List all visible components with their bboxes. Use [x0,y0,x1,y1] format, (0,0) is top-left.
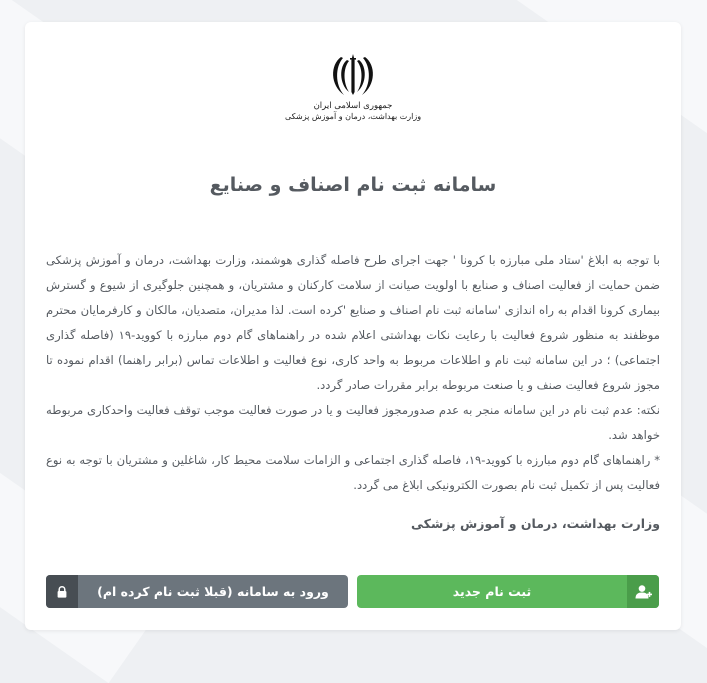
lock-icon [46,575,78,608]
login-button-label: ورود به سامانه (قبلا ثبت نام کرده ام) [97,584,329,599]
page-title: سامانه ثبت نام اصناف و صنایع [209,174,497,196]
user-plus-icon [627,575,659,608]
register-button-label: ثبت نام جدید [452,584,532,599]
iran-emblem-icon [328,52,378,98]
register-button[interactable] [357,575,659,608]
logo-text-country: جمهوری اسلامی ایران [313,101,393,111]
login-button[interactable] [46,575,348,608]
note-paragraph: نکته: عدم ثبت نام در این سامانه منجر به عدم صدورمجوز فعالیت و یا در صورت فعالیت موجب توقف فعالیت واحدکاری مربوطه خواهد شد. [46,403,660,442]
registration-card [25,22,681,630]
intro-paragraph: با توجه به ابلاغ 'ستاد ملی مبارزه با کرونا ' جهت اجرای طرح فاصله گذاری هوشمند، وزارت بهداشت، درمان و آموزش پزشکی ضمن حمایت از فعالیت اصناف و صنایع با اولویت صیانت از سلامت کارکنان و مشتریان، و همچنین جلوگیری از شیوع و گسترش بیماری کرونا اقدام به راه اندازی 'سامانه ثبت نام اصناف و صنایع 'کرده است. لذا مدیران، متصدیان، مالکان و کارفرمایان محترم موظفند به منظور شروع فعالیت با رعایت نکات بهداشتی اعلام شده در راهنماهای گام دوم مبارزه با کووید-۱۹ (فاصله گذاری اجتماعی) ؛ در این سامانه ثبت نام و اطلاعات مربوط به واحد کاری، نوع فعالیت و اطلاعات تماس (برابر راهنما) اقدام نموده تا مجوز شروع فعالیت صنف و یا صنعت مربوطه برابر مقررات صادر گردد. [46,253,660,392]
guide-paragraph: * راهنماهای گام دوم مبارزه با کووید-۱۹، فاصله گذاری اجتماعی و الزامات سلامت محیط کار، شاغلین و مشتریان با توجه به نوع فعالیت پس از تکمیل ثبت نام بصورت الکترونیکی ابلاغ می گردد. [46,453,660,492]
ministry-signature: وزارت بهداشت، درمان و آموزش پزشکی [411,516,660,531]
logo-text-ministry: وزارت بهداشت، درمان و آموزش پزشکی [284,111,422,121]
ministry-logo [25,52,681,121]
description [46,248,660,498]
